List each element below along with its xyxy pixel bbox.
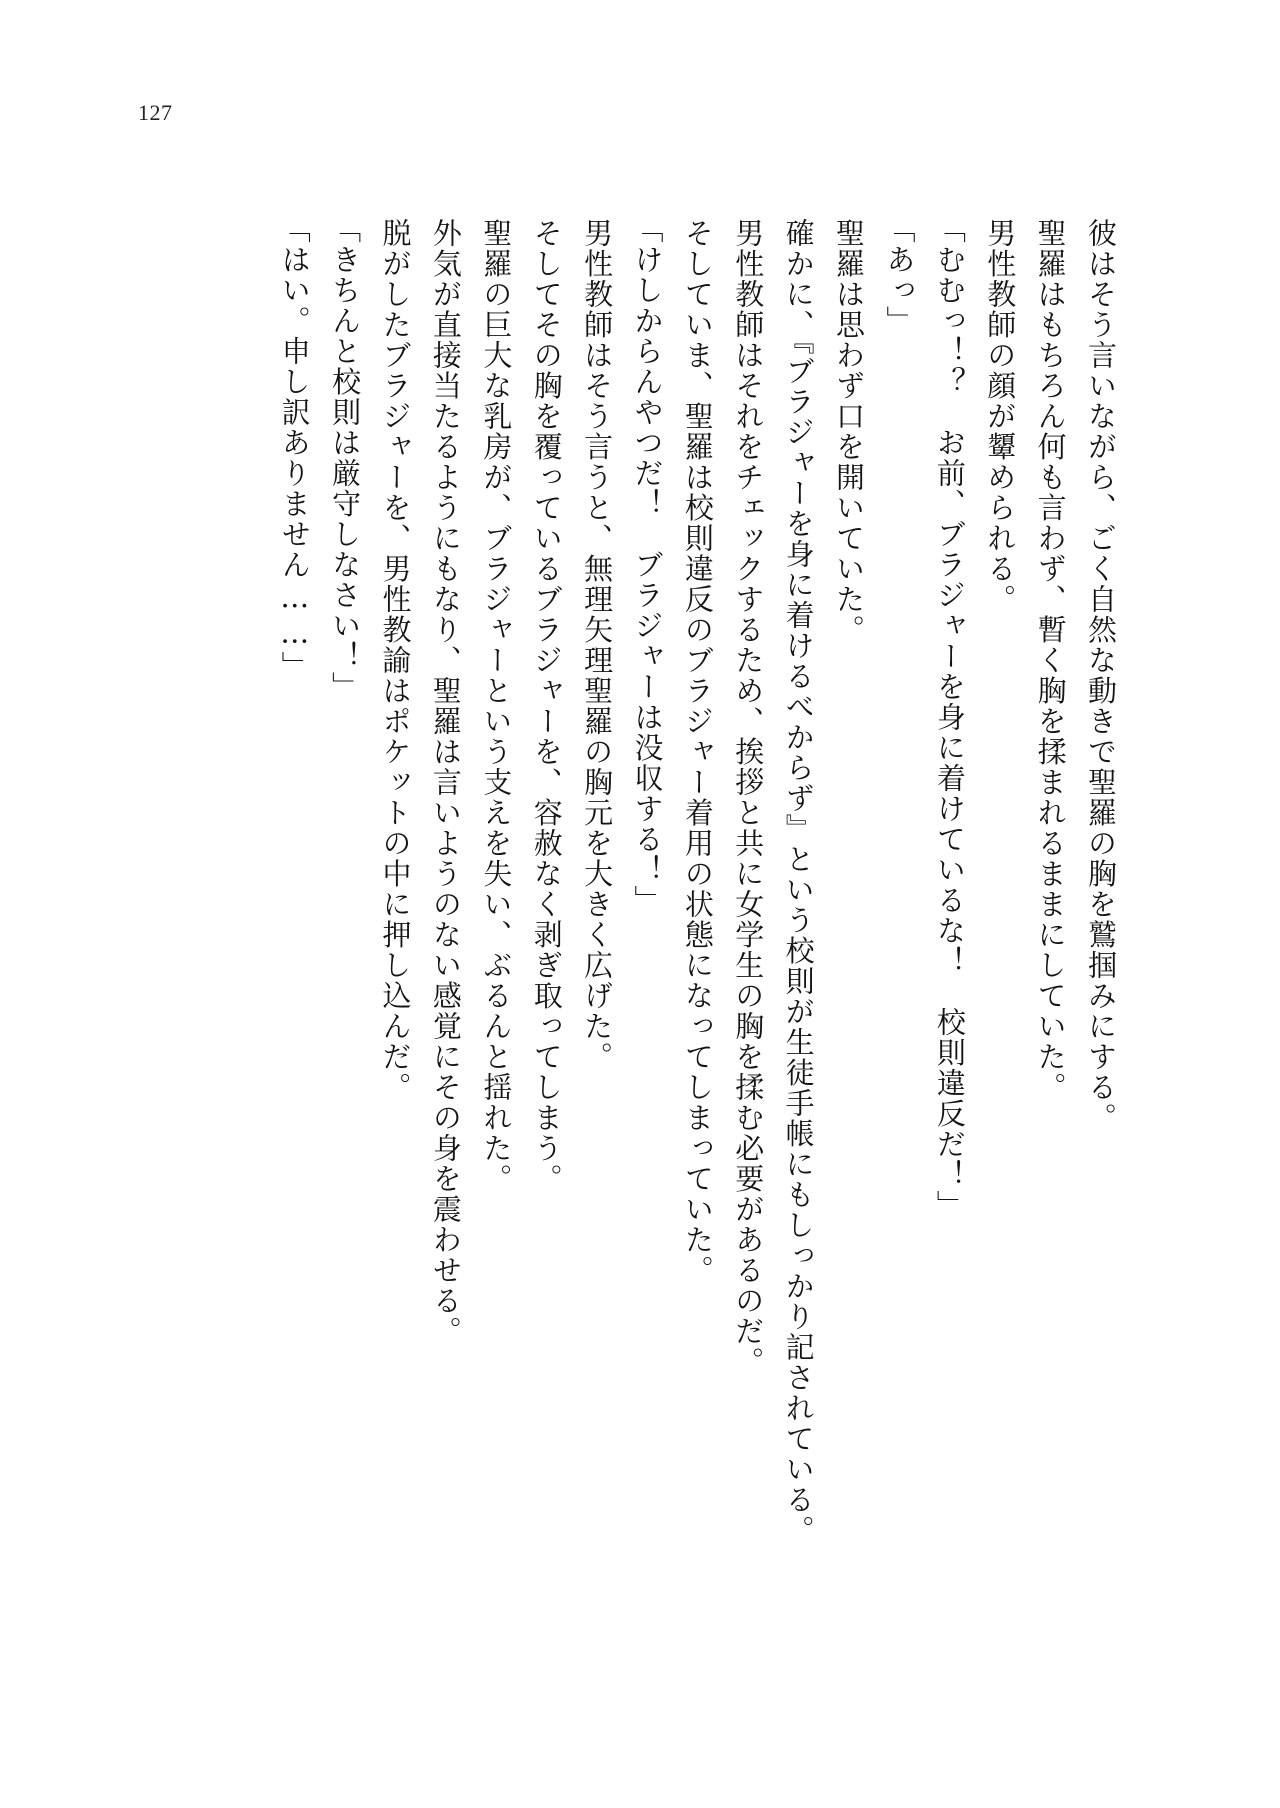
dialogue-line: 「はい。申し訳ありません……」: [277, 214, 312, 682]
text-line: 確かに、『ブラジャーを身に着けるべからず』という校則が生徒手帳にもしっかり記されている。: [781, 218, 816, 1546]
text-line: 男性教師はそう言うと、無理矢理聖羅の胸元を大きく広げた。: [580, 218, 615, 1072]
dialogue-line: 「きちんと校則は厳守しなさい！」: [328, 214, 363, 702]
vertical-text-body: [258, 214, 1118, 1546]
dialogue-line: 「けしからんやつだ！ ブラジャーは没収する！」: [630, 214, 665, 916]
page-number: 127: [138, 100, 173, 125]
text-line: そしてその胸を覆っているブラジャーを、容赦なく剥ぎ取ってしまう。: [529, 218, 564, 1194]
text-line: 外気が直接当たるようにもなり、聖羅は言いようのない感覚にその身を震わせる。: [428, 218, 463, 1347]
text-line: 聖羅は思わず口を開いていた。: [832, 218, 867, 645]
text-line: そしていま、聖羅は校則違反のブラジャー着用の状態になってしまっていた。: [680, 218, 715, 1286]
dialogue-line: 「むむっ！？ お前、ブラジャーを身に着けているな！ 校則違反だ！」: [932, 214, 967, 1221]
text-line: 聖羅の巨大な乳房が、ブラジャーという支えを失い、ぶるんと揺れた。: [479, 218, 514, 1194]
text-line: 男性教師はそれをチェックするため、挨拶と共に女学生の胸を揉む必要があるのだ。: [731, 218, 766, 1377]
text-line: 彼はそう言いながら、ごく自然な動きで聖羅の胸を鷲掴みにする。: [1084, 218, 1118, 1133]
dialogue-line: 「あっ」: [882, 214, 917, 336]
text-line: 聖羅はもちろん何も言わず、暫く胸を揉まれるままにしていた。: [1033, 218, 1068, 1103]
text-line: 脱がしたブラジャーを、男性教諭はポケットの中に押し込んだ。: [378, 218, 413, 1103]
text-line: 男性教師の顔が顰められる。: [983, 218, 1018, 615]
